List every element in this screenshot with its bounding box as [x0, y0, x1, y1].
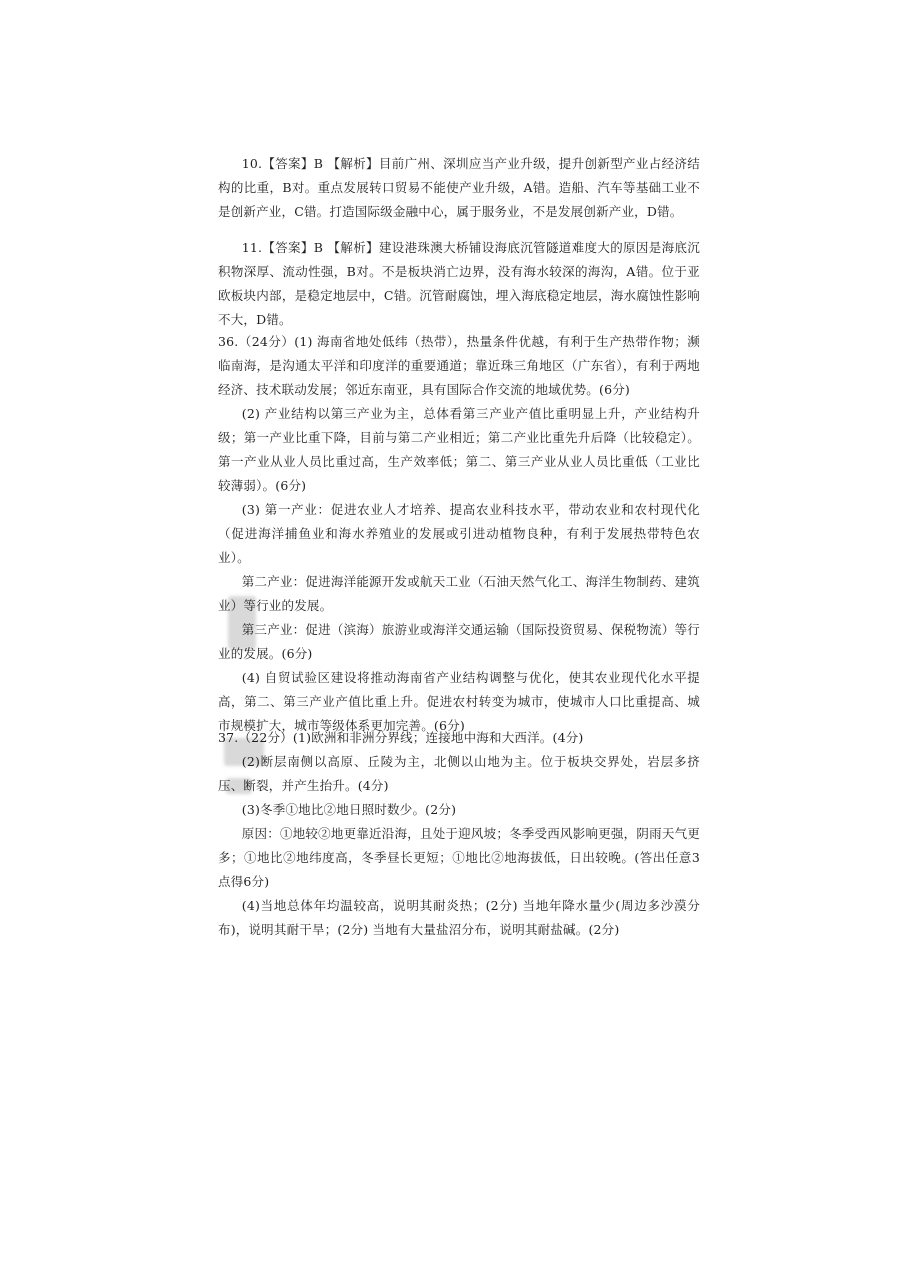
question-36-block: [218, 330, 700, 738]
question-37-part-2: (2)断层南侧以高原、丘陵为主，北侧以山地为主。位于板块交界处，岩层多挤压、断裂，并产生抬升。(4分): [218, 754, 700, 793]
question-37-reason: 原因：①地较②地更靠近沿海，且处于迎风坡；冬季受西风影响更强，阴雨天气更多；①地比②地纬度高，冬季昼长更短；①地比②地海拔低，日出较晚。(答出任意3点得6分): [218, 826, 700, 889]
question-11-answer: 11.【答案】B 【解析】建设港珠澳大桥铺设海底沉管隧道难度大的原因是海底沉积物深厚、流动性强，B对。不是板块消亡边界，没有海水较深的海沟，A错。位于亚欧板块内部，是稳定地层中，C错。沉管耐腐蚀，埋入海底稳定地层，海水腐蚀性影响不大，D错。: [218, 240, 700, 327]
question-36-part-2: (2) 产业结构以第三产业为主，总体看第三产业产值比重明显上升，产业结构升级；第一产业比重下降，目前与第二产业相近；第二产业比重先升后降（比较稳定）。第一产业从业人员比重过高，生产效率低；第二、第三产业从业人员比重低（工业比较薄弱）。(6分): [218, 406, 700, 493]
question-36-part-3: (3) 第一产业：促进农业人才培养、提高农业科技水平，带动农业和农村现代化（促进海洋捕鱼业和海水养殖业的发展或引进动植物良种，有利于发展热带特色农业）。: [218, 502, 700, 565]
question-37-part-4: (4)当地总体年均温较高，说明其耐炎热；(2分) 当地年降水量少(周边多沙漠分布)，说明其耐干旱；(2分) 当地有大量盐沼分布，说明其耐盐碱。(2分): [218, 898, 700, 937]
question-36-tertiary-industry: 第三产业：促进（滨海）旅游业或海洋交通运输（国际投资贸易、保税物流）等行业的发展。(6分): [218, 622, 700, 661]
question-36-part-4: (4) 自贸试验区建设将推动海南省产业结构调整与优化，使其农业现代化水平提高，第二、第三产业产值比重上升。促进农村转变为城市，使城市人口比重提高、城市规模扩大，城市等级体系更加完善。(6分): [218, 670, 700, 733]
question-10-answer: 10.【答案】B 【解析】目前广州、深圳应当产业升级，提升创新型产业占经济结构的比重，B对。重点发展转口贸易不能使产业升级，A错。造船、汽车等基础工业不是创新产业，C错。打造国际级金融中心，属于服务业，不是发展创新产业，D错。: [218, 156, 700, 219]
question-36-part-1: 36.（24分）(1) 海南省地处低纬（热带），热量条件优越，有利于生产热带作物；濒临南海，是沟通太平洋和印度洋的重要通道；靠近珠三角地区（广东省），有利于两地经济、技术联动发展；邻近东南亚，具有国际合作交流的地域优势。(6分): [218, 334, 700, 397]
question-37-part-3: (3)冬季①地比②地日照时数少。(2分): [241, 802, 457, 817]
question-37-block: [218, 726, 700, 942]
question-36-secondary-industry: 第二产业：促进海洋能源开发或航天工业（石油天然气化工、海洋生物制药、建筑业）等行业的发展。: [218, 574, 700, 613]
question-37-part-1: 37.（22分）(1)欧洲和非洲分界线；连接地中海和大西洋。(4分): [218, 730, 584, 745]
